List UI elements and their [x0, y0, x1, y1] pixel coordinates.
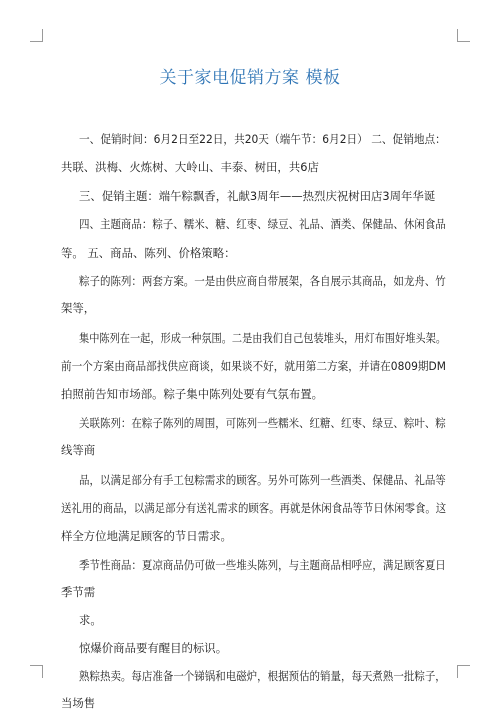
- body-line: 求。: [79, 613, 102, 627]
- body-line: 惊爆价商品要有醒目的标识。: [79, 641, 228, 655]
- body-line: 共联、洪梅、火炼树、大岭山、丰泰、树田，共6店: [61, 160, 319, 174]
- body-line: 拍照前告知市场部。粽子集中陈列处要有气氛布置。: [61, 387, 323, 401]
- body-line: 四、主题商品：粽子、糯米、糖、红枣、绿豆、礼品、酒类、保健品、休闲食品: [79, 217, 446, 231]
- body-line: 样全方位地满足顾客的节日需求。: [61, 529, 232, 543]
- body-line: 粽子的陈列：两套方案。一是由供应商自带展架，各自展示其商品，如龙舟、竹: [79, 274, 446, 288]
- body-line: 一、促销时间：6月2日至22日，共20天（端午节：6月2日） 二、促销地点：: [79, 132, 446, 146]
- body-line: 季节性商品：夏凉商品仍可做一些堆头陈列，与主题商品相呼应，满足顾客夏日: [79, 558, 446, 572]
- body-line: 关联陈列：在粽子陈列的周围，可陈列一些糯米、红糖、红枣、绿豆、粽叶、粽: [79, 416, 446, 430]
- crop-mark-top-left: [30, 29, 43, 42]
- page-title: 关于家电促销方案 模板: [159, 68, 341, 88]
- body-line: 架等，: [61, 301, 96, 315]
- body-line: 熟粽热卖。每店准备一个锑锅和电磁炉，根据预估的销量，每天煮熟一批粽子，: [79, 669, 446, 683]
- body-line: 线等商: [61, 443, 96, 457]
- body-line: 三、促销主题：端午粽飘香，礼献3周年——热烈庆祝树田店3周年华诞: [79, 189, 436, 203]
- body-line: 季节需: [61, 585, 96, 599]
- crop-mark-top-right: [457, 29, 470, 42]
- body-line: 等。 五、商品、陈列、价格策略：: [61, 246, 236, 260]
- crop-mark-bottom-right: [457, 665, 470, 678]
- body-line: 前一个方案由商品部找供应商谈，如果谈不好，就用第二方案，并请在0809期DM: [61, 359, 446, 373]
- body-line: 当场售: [61, 696, 96, 710]
- body-line: 集中陈列在一起，形成一种氛围。二是由我们自己包装堆头，用灯布围好堆头架。: [79, 331, 447, 345]
- crop-mark-bottom-left: [30, 665, 43, 678]
- body-line: 品，以满足部分有手工包粽需求的顾客。另外可陈列一些酒类、保健品、礼品等: [79, 473, 446, 487]
- body-line: 送礼用的商品，以满足部分有送礼需求的顾客。再就是休闲食品等节日休闲零食。这: [61, 501, 447, 515]
